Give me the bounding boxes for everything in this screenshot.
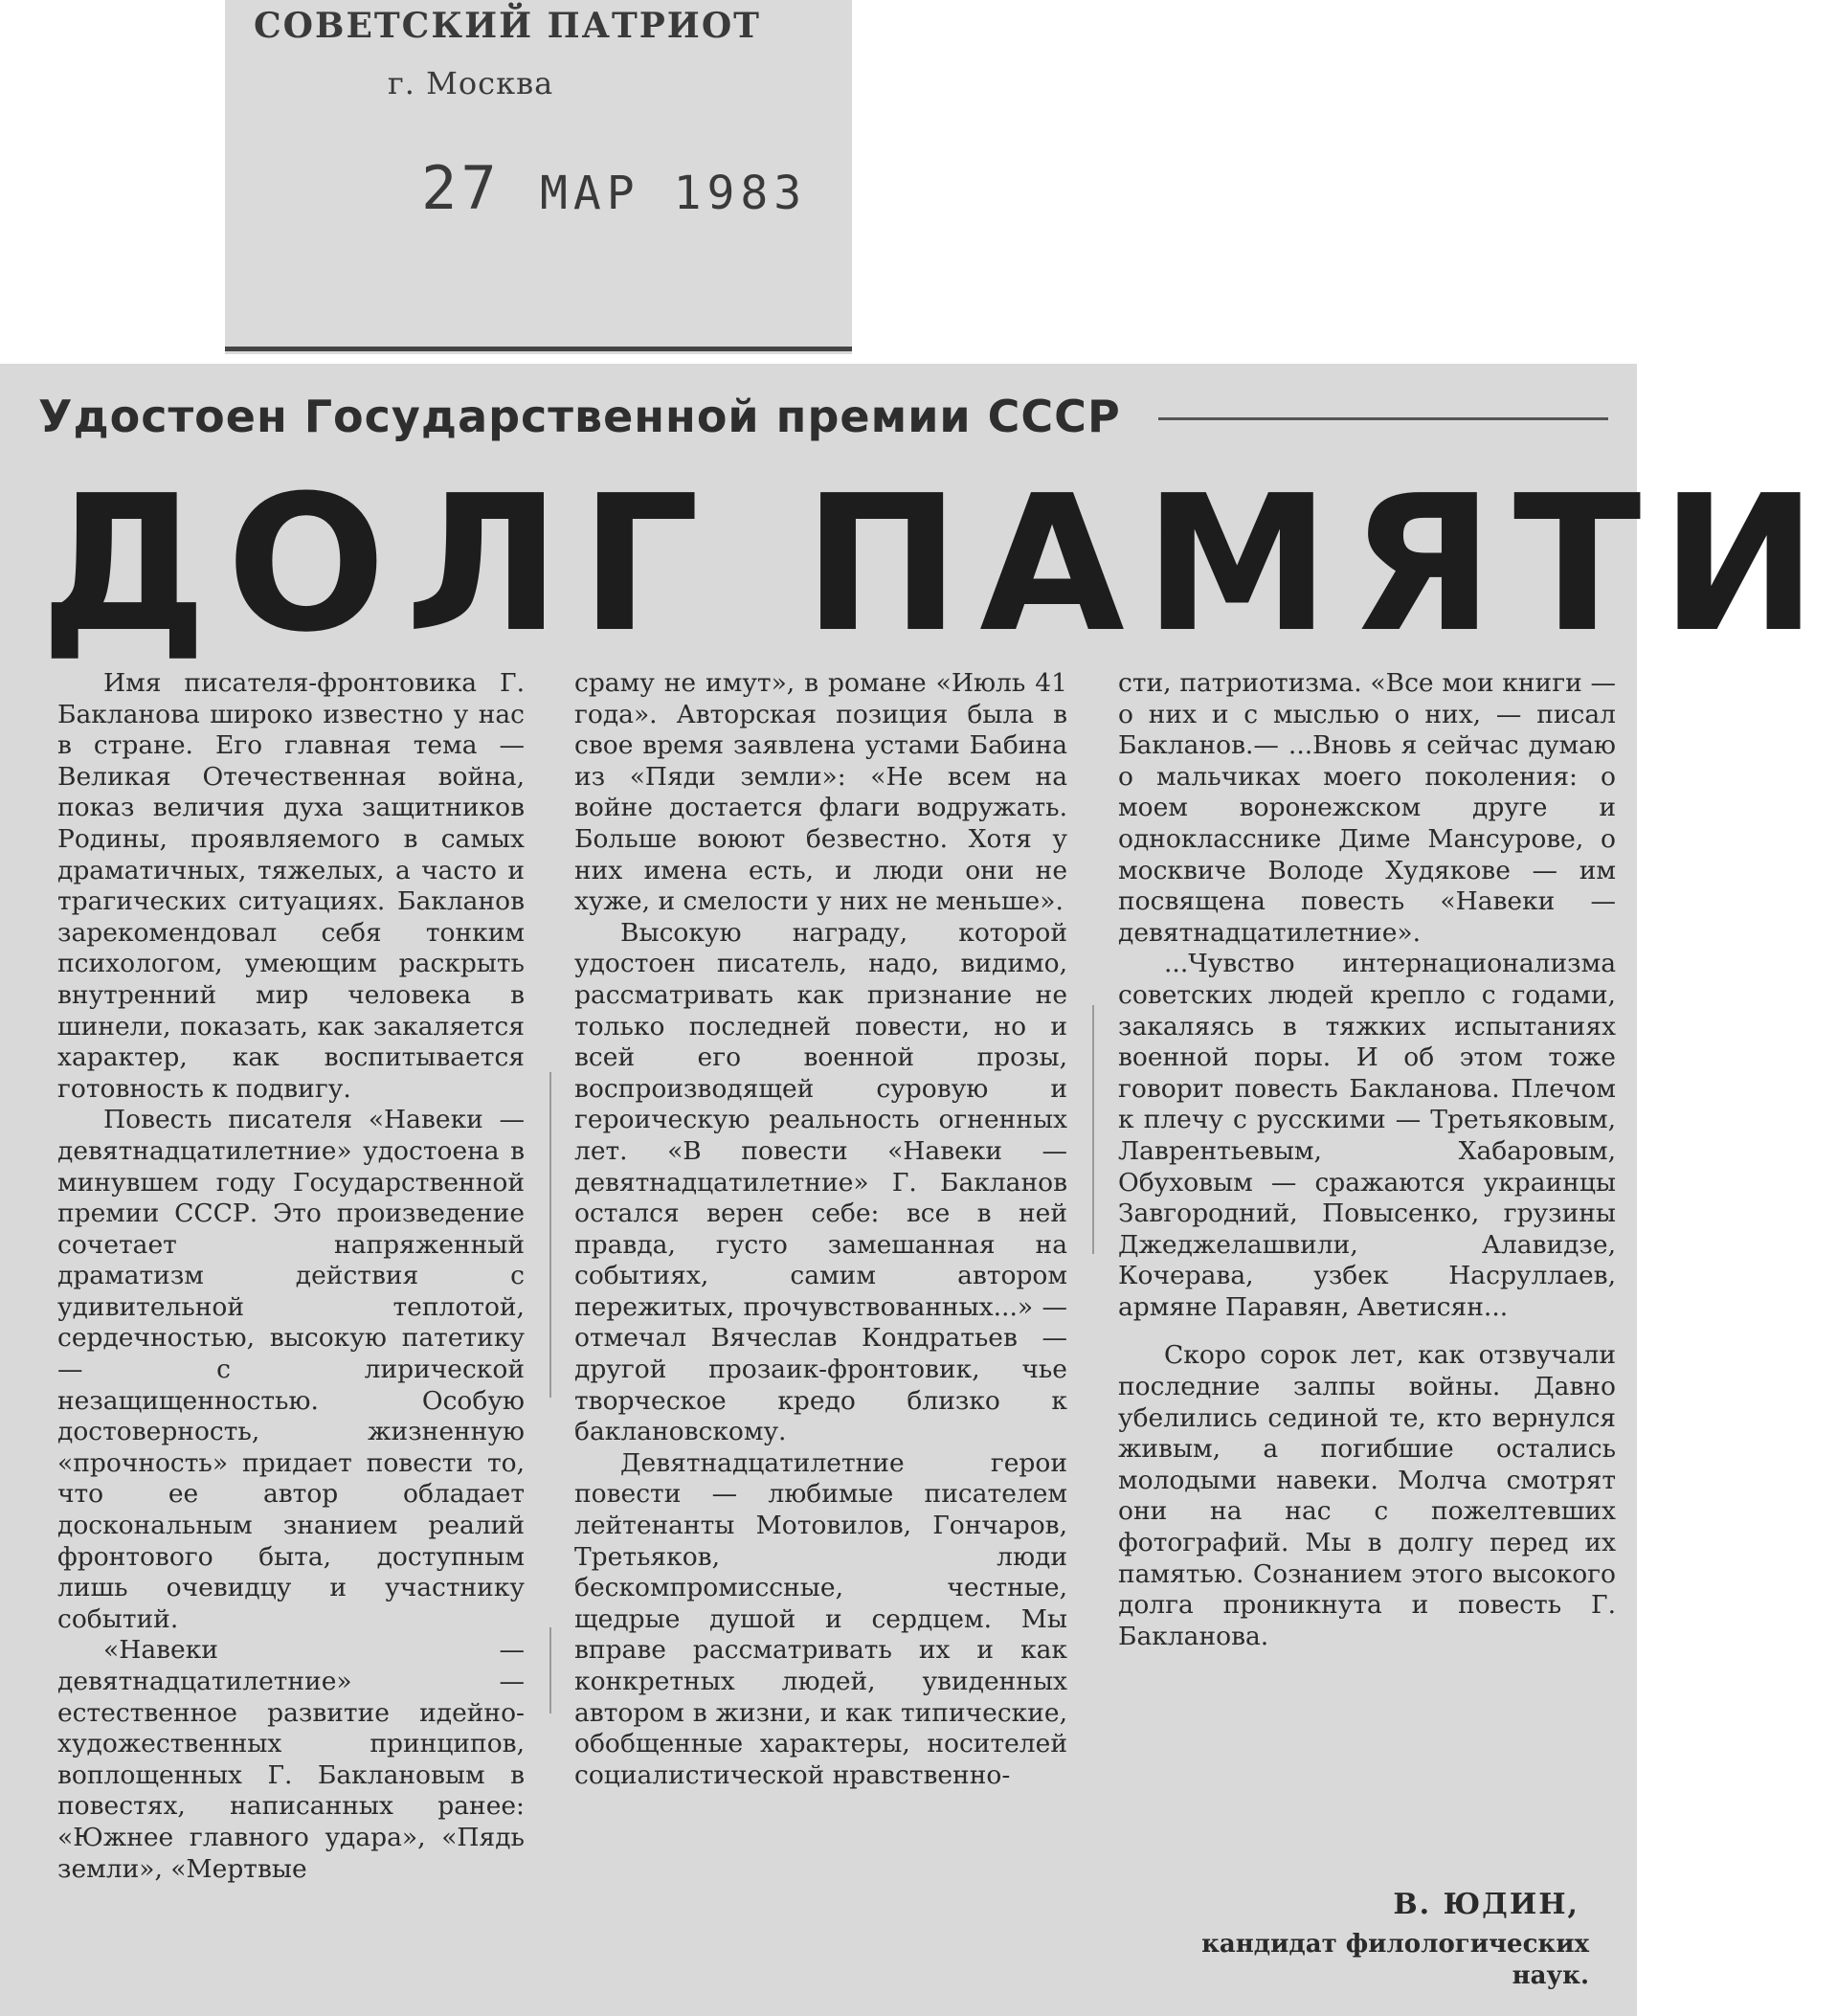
paragraph: Девятнадцатилетние герои повести — любимые писателем лейтенанты Мотовилов, Гончаров, Третьяков, люди бескомпромиссные, честные, щедрые душой и сердцем. Мы вправе рассматривать их и как конкретных людей, увиденных автором в жизни, и как типические, обобщенные характеры, носителей социалистической нравственно- [574, 1447, 1067, 1790]
newspaper-name: СОВЕТСКИЙ ПАТРИОТ [254, 6, 761, 46]
paragraph: Скоро сорок лет, как отзвучали последние залпы войны. Давно убелились сединой те, кто вернулся живым, а погибшие остались молодыми навеки. Молча смотрят они на нас с пожелтевших фотографий. Мы в долгу перед их памятью. Сознанием этого высокого долга проникнута и повесть Г. Бакланова. [1118, 1340, 1616, 1651]
article-column-3 [1118, 668, 1616, 1652]
column-divider [549, 1627, 551, 1714]
date-stamp-day: 27 [421, 153, 501, 223]
paragraph: сраму не имут», в романе «Июль 41 года». Авторская позиция была в свое время заявлена устами Бабина из «Пяди земли»: «Не всем на войне достается флаги водружать. Больше воюют безвестно. Хотя у них имена есть, и люди они не хуже, и смелости у них не меньше». [574, 668, 1067, 917]
clipping-edge [225, 347, 852, 351]
kicker-rule [1158, 417, 1608, 420]
paragraph: ...Чувство интернационализма советских людей крепло с годами, закаляясь в тяжких испытаниях военной поры. И об этом тоже говорит повесть Бакланова. Плечом к плечу с русскими — Третьяковым, Лаврентьевым, Хабаровым, Обуховым — сражаются украинцы Завгородний, Повысенко, грузины Джеджелашвили, Алавидзе, Кочерава, узбек Насруллаев, армяне Паравян, Аветисян... [1118, 949, 1616, 1322]
paragraph: «Навеки — девятнадцатилетние» — естественное развитие идейно-художественных принципов, воплощенных Г. Баклановым в повестях, написанных ранее: «Южнее главного удара», «Пядь земли», «Мертвые [57, 1635, 525, 1884]
paragraph: Имя писателя-фронтовика Г. Бакланова широко известно у нас в стране. Его главная тема — Великая Отечественная война, показ величия духа защитников Родины, проявляемого в самых драматичных, тяжелых, а часто и трагических ситуациях. Бакланов зарекомендовал себя тонким психологом, умеющим раскрыть внутренний мир человека в шинели, показать, как закаляется характер, как воспитывается готовность к подвигу. [57, 668, 525, 1104]
author-name: В. ЮДИН, [1393, 1888, 1579, 1921]
date-stamp [421, 153, 807, 223]
column-divider [549, 1072, 551, 1398]
date-stamp-month-year: МАР 1983 [539, 167, 808, 220]
newspaper-city: г. Москва [388, 65, 554, 101]
article-headline: ДОЛГ ПАМЯТИ [40, 456, 1837, 674]
article-column-2 [574, 668, 1067, 1791]
article-column-1 [57, 668, 525, 1885]
paragraph: Повесть писателя «Навеки — девятнадцатилетние» удостоена в минувшем году Государственной премии СССР. Это произведение сочетает напряженный драматизм действия с удивительной теплотой, сердечностью, высокую патетику — с лирической незащищенностью. Особую достоверность, жизненную «прочность» придает повести то, что ее автор обладает доскональным знанием реалий фронтового быта, доступным лишь очевидцу и участнику событий. [57, 1105, 525, 1634]
paragraph: сти, патриотизма. «Все мои книги — о них и с мыслью о них, — писал Бакланов.— ...Вновь я сейчас думаю о мальчиках моего поколения: о моем воронежском друге и однокласснике Диме Мансурове, о москвиче Володе Худякове — им посвящена повесть «Навеки — девятнадцатилетние». [1118, 668, 1616, 948]
paragraph: Высокую награду, которой удостоен писатель, надо, видимо, рассматривать как признание не только последней повести, но и всей его военной прозы, воспроизводящей суровую и героическую реальность огненных лет. «В повести «Навеки — девятнадцатилетние» Г. Бакланов остался верен себе: все в ней правда, густо замешанная на событиях, самим автором пережитых, прочувствованных...» — отмечал Вячеслав Кондратьев — другой прозаик-фронтовик, чье творческое кредо близко к баклановскому. [574, 917, 1067, 1447]
article-kicker: Удостоен Государственной премии СССР [38, 391, 1121, 442]
author-title: кандидат филологических наук. [1201, 1930, 1589, 1990]
column-divider [1092, 1005, 1094, 1254]
